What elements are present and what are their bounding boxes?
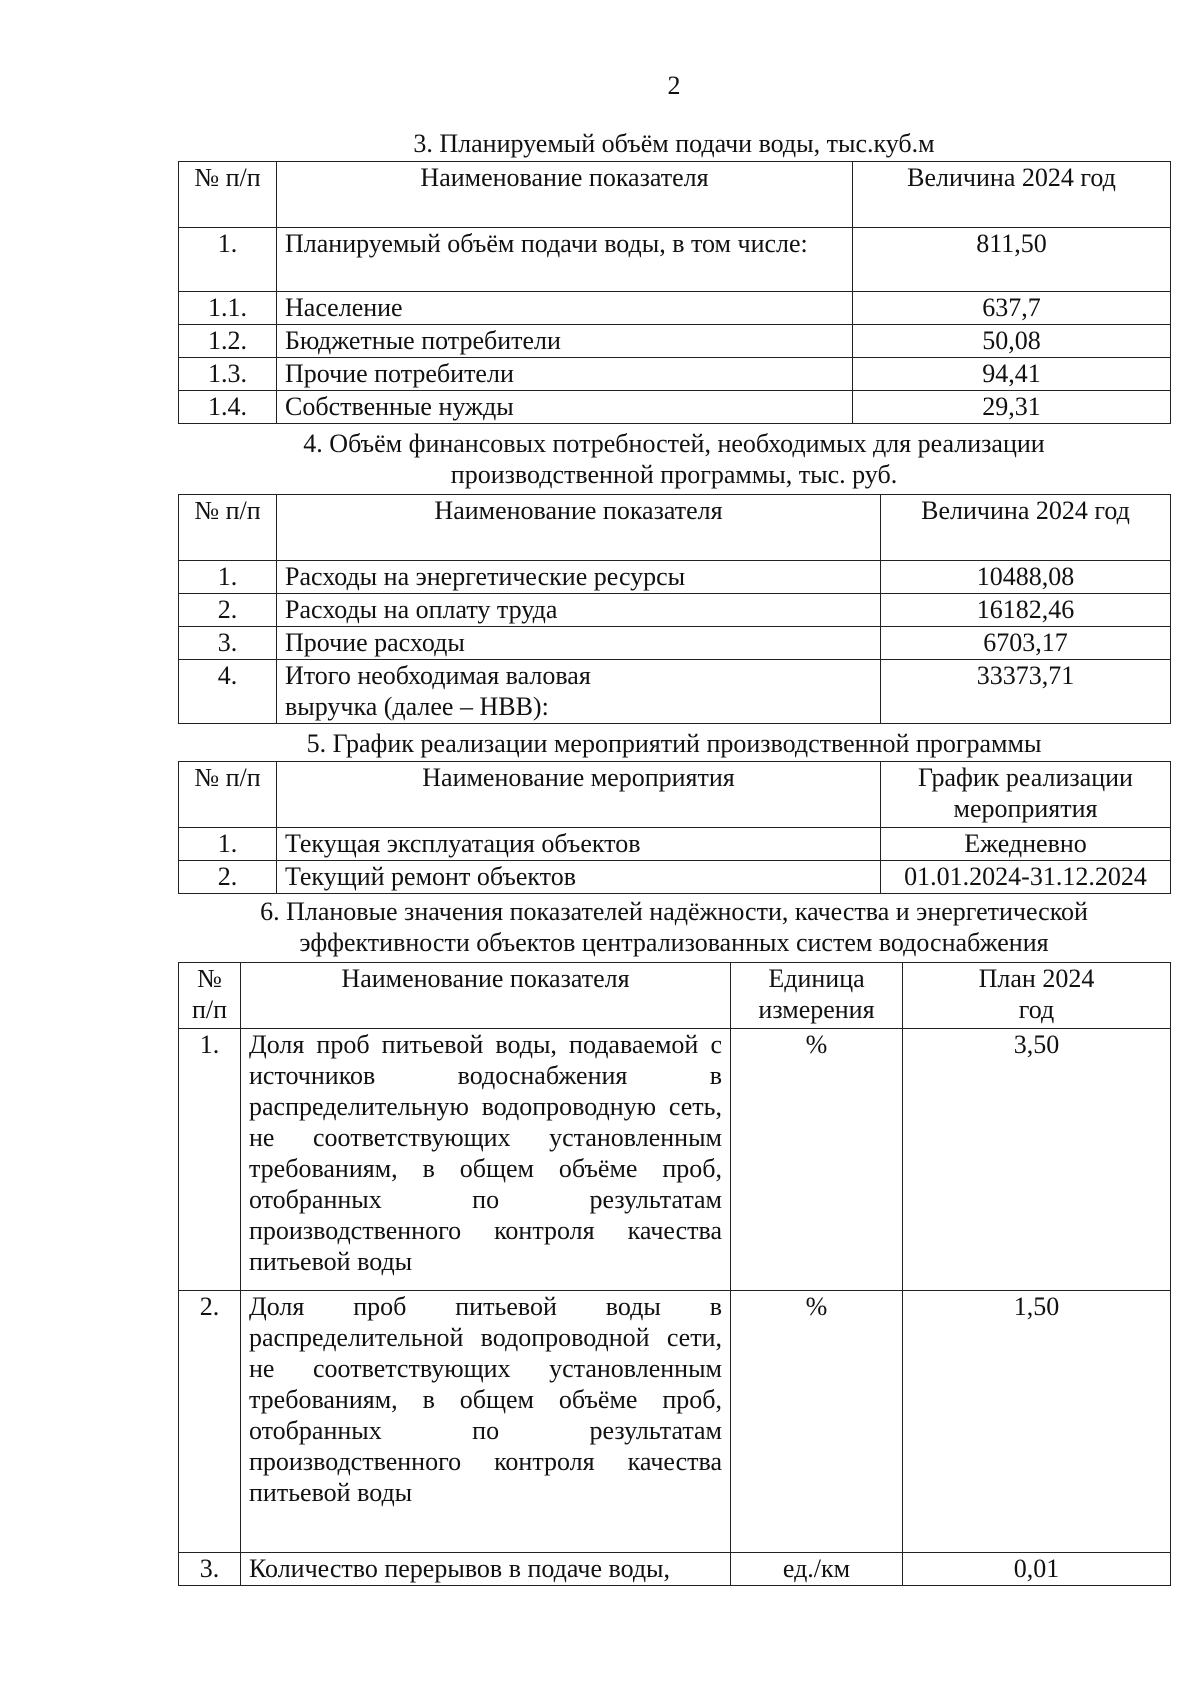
header-num: № п/п	[179, 495, 277, 561]
row-num: 2.	[179, 594, 277, 627]
row-name: Собственные нужды	[277, 391, 853, 424]
row-num: 1.	[179, 1029, 241, 1291]
row-name: Прочие расходы	[277, 627, 881, 660]
row-value: 16182,46	[881, 594, 1171, 627]
table-row	[179, 627, 1171, 660]
row-name: Доля проб питьевой воды, подаваемой с источников водоснабжения в распределительную водопроводную сеть, не соответствующих установленным требованиям, в общем объёме проб, отобранных по результатам производственного контроля качества питьевой воды	[241, 1029, 731, 1291]
header-name: Наименование показателя	[277, 495, 881, 561]
table-row	[179, 358, 1171, 391]
header-value: Величина 2024 год	[881, 495, 1171, 561]
row-value: 10488,08	[881, 561, 1171, 594]
table-row	[179, 594, 1171, 627]
header-name: Наименование показателя	[277, 162, 853, 228]
header-value: Величина 2024 год	[853, 162, 1171, 228]
row-num: 1.	[179, 561, 277, 594]
row-plan: 1,50	[903, 1291, 1171, 1553]
row-value: 50,08	[853, 325, 1171, 358]
header-num: № п/п	[179, 762, 277, 828]
header-num: № п/п	[179, 162, 277, 228]
header-plan: План 2024 год	[903, 963, 1171, 1029]
row-value: 01.01.2024-31.12.2024	[881, 861, 1171, 894]
row-value: 811,50	[853, 228, 1171, 292]
table-row	[179, 561, 1171, 594]
row-name: Бюджетные потребители	[277, 325, 853, 358]
row-name: Расходы на оплату труда	[277, 594, 881, 627]
row-value: 94,41	[853, 358, 1171, 391]
table-row	[179, 292, 1171, 325]
row-plan: 0,01	[903, 1553, 1171, 1586]
row-num: 4.	[179, 660, 277, 724]
table-row	[179, 1553, 1171, 1586]
row-num: 2.	[179, 1291, 241, 1553]
table-row	[179, 228, 1171, 292]
row-num: 1.4.	[179, 391, 277, 424]
row-value: Ежедневно	[881, 828, 1171, 861]
reliability-table	[178, 962, 1171, 1586]
row-name: Доля проб питьевой воды в распределительной водопроводной сети, не соответствующих установленным требованиям, в общем объёме проб, отобранных по результатам производственного контроля качества питьевой воды	[241, 1291, 731, 1553]
row-unit: %	[731, 1291, 903, 1553]
row-num: 1.3.	[179, 358, 277, 391]
row-name: Итого необходимая валовая выручка (далее – НВВ):	[277, 660, 881, 724]
row-num: 1.	[179, 828, 277, 861]
row-num: 2.	[179, 861, 277, 894]
page-number: 2	[667, 71, 681, 100]
row-num: 3.	[179, 1553, 241, 1586]
section-4-title: 4. Объём финансовых потребностей, необходимых для реализации производственной программы, тыс. руб.	[303, 429, 1045, 489]
section-5-title: 5. График реализации мероприятий производственной программы	[306, 729, 1042, 758]
row-value: 6703,17	[881, 627, 1171, 660]
table-row	[179, 861, 1171, 894]
row-name: Прочие потребители	[277, 358, 853, 391]
table-row	[179, 660, 1171, 724]
section-3-title: 3. Планируемый объём подачи воды, тыс.куб.м	[413, 129, 935, 158]
row-name: Планируемый объём подачи воды, в том числе:	[277, 228, 853, 292]
row-name: Текущая эксплуатация объектов	[277, 828, 881, 861]
header-value: График реализации мероприятия	[881, 762, 1171, 828]
row-num: 1.	[179, 228, 277, 292]
row-name: Население	[277, 292, 853, 325]
section-6-title: 6. Плановые значения показателей надёжности, качества и энергетической эффективности объектов централизованных систем водоснабжения	[260, 897, 1088, 957]
row-name: Текущий ремонт объектов	[277, 861, 881, 894]
table-row	[179, 391, 1171, 424]
header-name: Наименование показателя	[241, 963, 731, 1029]
header-unit: Единица измерения	[731, 963, 903, 1029]
row-name: Количество перерывов в подаче воды,	[241, 1553, 731, 1586]
row-unit: %	[731, 1029, 903, 1291]
row-num: 3.	[179, 627, 277, 660]
schedule-table	[178, 761, 1171, 894]
row-value: 637,7	[853, 292, 1171, 325]
water-supply-table	[178, 161, 1171, 424]
header-num: № п/п	[179, 963, 241, 1029]
row-value: 33373,71	[881, 660, 1171, 724]
row-num: 1.1.	[179, 292, 277, 325]
header-name: Наименование мероприятия	[277, 762, 881, 828]
table-row	[179, 828, 1171, 861]
row-value: 29,31	[853, 391, 1171, 424]
table-row	[179, 325, 1171, 358]
row-plan: 3,50	[903, 1029, 1171, 1291]
table-row	[179, 1029, 1171, 1291]
row-name: Расходы на энергетические ресурсы	[277, 561, 881, 594]
row-unit: ед./км	[731, 1553, 903, 1586]
row-num: 1.2.	[179, 325, 277, 358]
financial-needs-table	[178, 494, 1171, 724]
table-row	[179, 1291, 1171, 1553]
